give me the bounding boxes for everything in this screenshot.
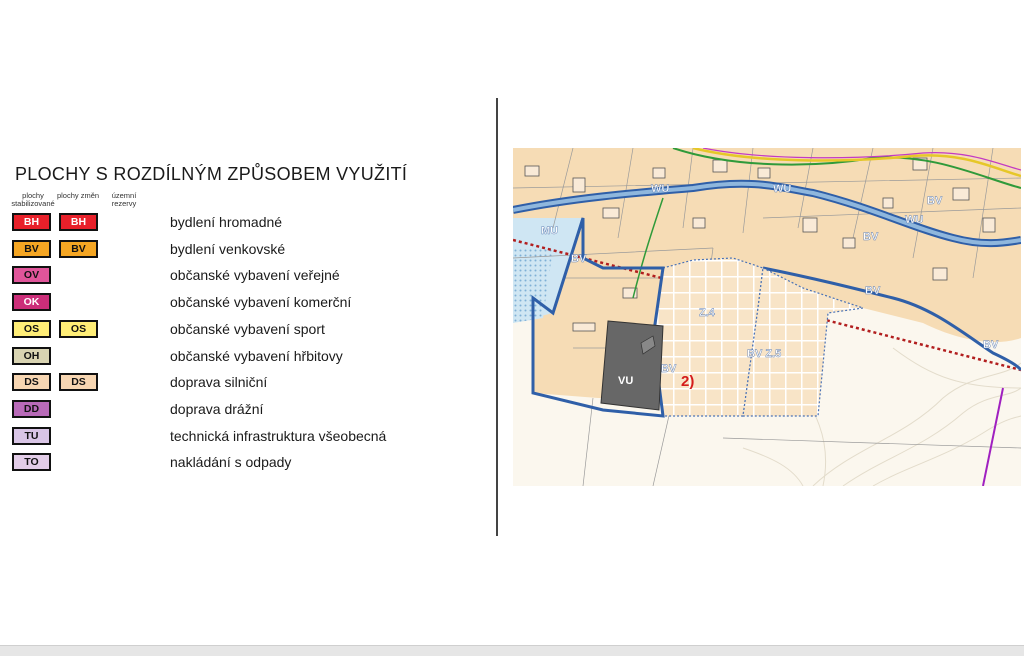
legend-label-os: občanské vybavení sport	[170, 320, 325, 337]
label-wu-3: WU	[905, 214, 924, 226]
swatch-stabilized-bv: BV	[12, 240, 51, 258]
label-z4: Z.4	[699, 307, 715, 319]
legend-label-ds: doprava silniční	[170, 374, 268, 391]
legend-row-tu	[12, 427, 492, 449]
label-bv-z5: BV Z.5	[747, 348, 782, 360]
swatch-change-bh: BH	[59, 213, 98, 231]
legend-label-bv: bydlení venkovské	[170, 240, 286, 257]
legend-title: PLOCHY S ROZDÍLNÝM ZPŮSOBEM VYUŽITÍ	[15, 164, 408, 184]
swatch-stabilized-ds: DS	[12, 373, 51, 391]
swatch-change-bv: BV	[59, 240, 98, 258]
label-bv-4: BV	[865, 285, 881, 297]
legend-label-bh: bydlení hromadné	[170, 214, 283, 230]
swatch-stabilized-ok: OK	[12, 293, 51, 311]
legend-label-to: nakládání s odpady	[170, 454, 292, 471]
swatch-stabilized-to: TO	[12, 453, 51, 471]
swatch-stabilized-ov: OV	[12, 266, 51, 284]
legend-row-to	[12, 453, 492, 475]
swatch-stabilized-dd: DD	[12, 400, 51, 418]
vertical-divider	[496, 98, 498, 536]
legend-label-tu: technická infrastruktura všeobecná	[170, 427, 387, 444]
legend-row-bh	[12, 213, 492, 235]
label-bv-3: BV	[927, 195, 943, 207]
land-use-map[interactable]	[513, 148, 1021, 486]
legend-row-bv	[12, 240, 492, 262]
column-header-stabilized: plochy stabilizované	[11, 191, 55, 208]
label-bv-6: BV	[661, 363, 677, 375]
label-bv-1: BV	[571, 253, 587, 265]
legend-row-ok	[12, 293, 492, 315]
swatch-change-os: OS	[59, 320, 98, 338]
swatch-stabilized-tu: TU	[12, 427, 51, 445]
vu-area	[601, 321, 663, 410]
label-wu-2: WU	[773, 183, 792, 195]
label-wu-1: WU	[651, 183, 670, 195]
legend-row-oh	[12, 347, 492, 369]
marker-label: 2)	[681, 373, 695, 390]
label-vu: VU	[618, 375, 634, 387]
label-mu: MU	[541, 225, 559, 237]
column-header-reserve: územní rezervy	[111, 191, 137, 208]
legend-label-ov: občanské vybavení veřejné	[170, 267, 340, 284]
swatch-stabilized-bh: BH	[12, 213, 51, 231]
map-svg	[513, 148, 1021, 486]
legend-row-os	[12, 320, 492, 342]
legend-row-dd	[12, 400, 492, 422]
bottom-scrollbar[interactable]	[0, 645, 1024, 656]
label-bv-5: BV	[983, 339, 999, 351]
label-bv-2: BV	[863, 231, 879, 243]
swatch-stabilized-oh: OH	[12, 347, 51, 365]
legend-row-ds	[12, 373, 492, 395]
legend-label-oh: občanské vybavení hřbitovy	[170, 347, 343, 364]
column-header-change: plochy změn	[56, 191, 100, 200]
legend-label-dd: doprava drážní	[170, 400, 264, 417]
legend-label-ok: občanské vybavení komerční	[170, 294, 352, 311]
swatch-stabilized-os: OS	[12, 320, 51, 338]
legend-row-ov	[12, 266, 492, 288]
swatch-change-ds: DS	[59, 373, 98, 391]
